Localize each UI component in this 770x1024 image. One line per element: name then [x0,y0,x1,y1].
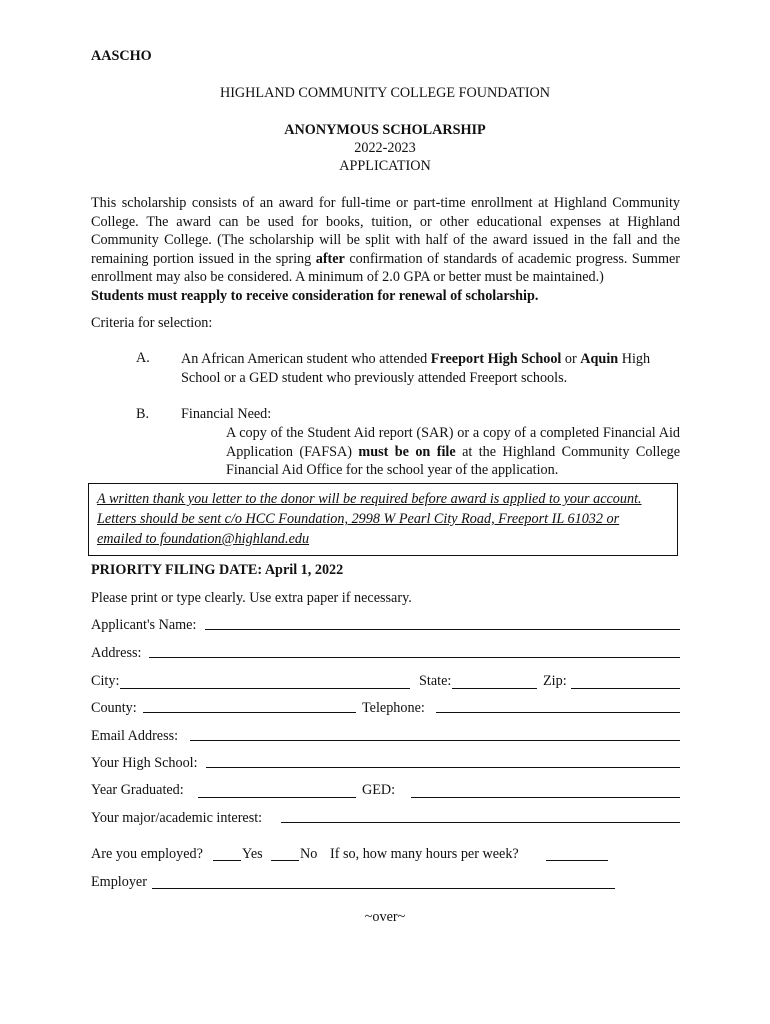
major-label: Your major/academic interest: [91,810,263,826]
city-field[interactable] [120,688,410,689]
criteria-b-letter: B. [136,406,150,422]
major-field[interactable] [281,822,680,823]
ged-field[interactable] [411,797,680,798]
renewal-note: Students must reapply to receive consideration for renewal of scholarship. [91,287,539,304]
zip-label: Zip: [543,673,567,689]
email-field[interactable] [190,740,680,741]
employer-field[interactable] [152,888,615,889]
instructions: Please print or type clearly. Use extra paper if necessary. [91,590,412,606]
county-field[interactable] [143,712,356,713]
year-graduated-label: Year Graduated: [91,782,184,798]
state-label: State: [419,673,452,689]
telephone-label: Telephone: [362,700,425,716]
document-type: APPLICATION [339,158,431,174]
email-label: Email Address: [91,728,179,744]
zip-field[interactable] [571,688,680,689]
criteria-b-title: Financial Need: [181,406,272,422]
employed-no-label: No [300,846,318,862]
hours-question: If so, how many hours per week? [330,846,519,862]
scholarship-title: ANONYMOUS SCHOLARSHIP [284,122,486,138]
thank-you-notice-box [88,483,678,556]
name-label: Applicant's Name: [91,617,197,633]
employed-yes-label: Yes [242,846,263,862]
criteria-label: Criteria for selection: [91,315,213,331]
year-graduated-field[interactable] [198,797,356,798]
criteria-a-letter: A. [136,350,150,366]
criteria-b-text: A copy of the Student Aid report (SAR) or a copy of a completed Financial Aid Application (FAFSA) must be on file at the Highland Community College Financial Aid Office for the school year of the application. [226,425,681,479]
priority-filing-date: PRIORITY FILING DATE: April 1, 2022 [91,562,344,578]
form-code: AASCHO [91,48,152,64]
high-school-label: Your High School: [91,755,198,771]
high-school-field[interactable] [206,767,680,768]
page-footer: ~over~ [364,909,406,925]
state-field[interactable] [452,688,537,689]
scholarship-year: 2022-2023 [354,140,416,156]
employed-no-blank[interactable] [271,860,299,861]
county-label: County: [91,700,137,716]
employer-label: Employer [91,874,147,890]
telephone-field[interactable] [436,712,680,713]
address-field[interactable] [149,657,680,658]
thank-you-notice: A written thank you letter to the donor will be required before award is applied to your account. Letters should be sent c/o HCC Foundation, 2998 W Pearl City Road, Freeport IL 61032 or emailed to foundation@highland.edu [97,491,642,547]
employed-yes-blank[interactable] [213,860,241,861]
employed-question: Are you employed? [91,846,203,862]
intro-paragraph: This scholarship consists of an award for full-time or part-time enrollment at Highland Community College. The award can be used for books, tuition, or other educational expenses at Highland Community College. (The scholarship will be split with half of the award issued in the fall and the remaining portion issued in the spring after confirmation of standards of academic progress. Summer enrollment may also be considered. A minimum of 2.0 GPA or better must be maintained.) Students must reapply to receive consideration for renewal of scholarship. [91,195,680,304]
hours-field[interactable] [546,860,608,861]
city-label: City: [91,673,120,689]
foundation-name: HIGHLAND COMMUNITY COLLEGE FOUNDATION [219,85,551,101]
ged-label: GED: [362,782,396,798]
name-field[interactable] [205,629,680,630]
criteria-a-text: An African American student who attended Freeport High School or Aquin High School or a GED student who previously attended Freeport schools. [181,351,651,386]
address-label: Address: [91,645,142,661]
